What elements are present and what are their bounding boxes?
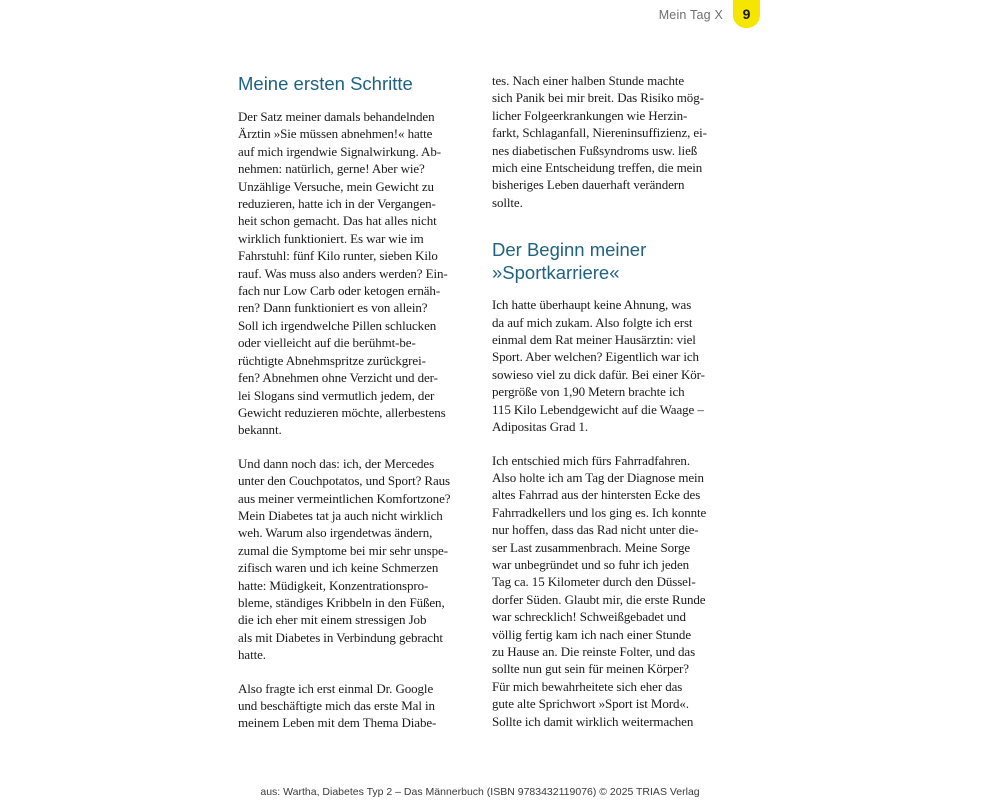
text-line: nehmen: natürlich, gerne! Aber wie? (238, 161, 425, 177)
text-line: sollte. (492, 194, 523, 210)
text-line: nes diabetischen Fußsyndroms usw. ließ (492, 142, 698, 158)
text-line: pergröße von 1,90 Metern brachte ich (492, 384, 685, 400)
text-line: dorfer Süden. Glaubt mir, die erste Runde (492, 591, 706, 607)
text-line: reduzieren, hatte ich in der Vergangen- (238, 196, 436, 212)
text-line: 115 Kilo Lebendgewicht auf die Waage – (492, 401, 704, 417)
text-line: ser Last zusammenbrach. Meine Sorge (492, 539, 691, 555)
paragraph (238, 455, 469, 664)
text-line: Sport. Aber welchen? Eigentlich war ich (492, 349, 699, 365)
text-line: war unbegründet und so fuhr ich jeden (492, 556, 690, 572)
text-line: aus meiner vermeintlichen Komfortzone? (238, 490, 451, 506)
text-line: nur hoffen, dass das Rad nicht unter die- (492, 522, 699, 538)
paragraph (238, 680, 469, 732)
text-line: fen? Abnehmen ohne Verzicht und der- (238, 370, 438, 386)
running-header: Mein Tag X (658, 8, 723, 22)
text-line: auf mich irgendwie Signalwirkung. Ab- (238, 143, 441, 159)
text-line: als mit Diabetes in Verbindung gebracht (238, 629, 443, 645)
text-line: Ich entschied mich fürs Fahrradfahren. (492, 452, 690, 468)
paragraph (492, 296, 724, 435)
text-line: völlig fertig kam ich nach einer Stunde (492, 626, 691, 642)
text-line: heit schon gemacht. Das hat alles nicht (238, 213, 437, 229)
paragraph (238, 108, 469, 439)
text-line: rüchtigte Abnehmspritze zurückgrei- (238, 352, 426, 368)
text-line: weh. Warum also irgendetwas ändern, (238, 525, 433, 541)
text-line: Fahrstuhl: fünf Kilo runter, sieben Kilo (238, 248, 438, 264)
text-line: meinem Leben mit dem Thema Diabe- (238, 715, 437, 731)
text-line: Soll ich irgendwelche Pillen schlucken (238, 317, 437, 333)
right-column (492, 72, 724, 730)
section-heading-sport-career (492, 238, 724, 284)
text-line: war schrecklich! Schweißgebadet und (492, 609, 686, 625)
text-line: zu Hause an. Die reinste Folter, und das (492, 643, 696, 659)
text-line: fach nur Low Carb oder ketogen ernäh- (238, 283, 441, 299)
text-line: oder vielleicht auf die berühmt-be- (238, 335, 416, 351)
text-line: Der Satz meiner damals behandelnden (238, 109, 435, 124)
section-heading-first-steps: Meine ersten Schritte (238, 73, 413, 94)
text-line: bisheriges Leben dauerhaft verändern (492, 177, 685, 193)
paragraph (492, 452, 724, 731)
text-line: Fahrradkellers und los ging es. Ich konnte (492, 504, 707, 520)
text-line: Und dann noch das: ich, der Mercedes (238, 455, 435, 471)
text-line: hatte: Müdigkeit, Konzentrationspro- (238, 577, 429, 593)
text-line: da auf mich zukam. Also folgte ich erst (492, 314, 693, 330)
text-line: Sollte ich damit wirklich weitermachen (492, 713, 694, 729)
text-line: gute alte Sprichwort »Sport ist Mord«. (492, 696, 689, 712)
text-line: Also fragte ich erst einmal Dr. Google (238, 680, 434, 696)
text-line: ren? Dann funktioniert es von allein? (238, 300, 428, 316)
left-column (238, 72, 469, 732)
text-line: Ich hatte überhaupt keine Ahnung, was (492, 297, 692, 313)
page-number-badge: 9 (733, 0, 760, 28)
heading-line: »Sportkarriere« (492, 262, 620, 284)
text-line: altes Fahrrad aus der hintersten Ecke des (492, 487, 701, 503)
text-line: Gewicht reduzieren möchte, allerbestens (238, 404, 446, 420)
text-line: bekannt. (238, 422, 282, 438)
text-line: Unzählige Versuche, mein Gewicht zu (238, 178, 434, 194)
text-line: zifisch waren und ich keine Schmerzen (238, 560, 439, 576)
text-line: Ärztin »Sie müssen abnehmen!« hatte (238, 126, 433, 142)
text-line: und beschäftigte mich das erste Mal in (238, 698, 435, 713)
paragraph-continued (492, 72, 724, 211)
text-line: Also holte ich am Tag der Diagnose mein (492, 469, 704, 485)
text-line: Adipositas Grad 1. (492, 419, 589, 435)
text-line: tes. Nach einer halben Stunde machte (492, 73, 685, 88)
text-line: einmal dem Rat meiner Hausärztin: viel (492, 332, 696, 348)
text-line: rauf. Was muss also anders werden? Ein- (238, 265, 448, 281)
text-line: lei Slogans sind vermutlich jedem, der (238, 387, 435, 403)
text-line: Mein Diabetes tat ja auch nicht wirklich (238, 507, 443, 523)
text-line: hatte. (238, 647, 266, 663)
heading-line: Der Beginn meiner (492, 239, 647, 261)
text-line: mich eine Entscheidung treffen, die mein (492, 160, 703, 176)
text-line: die ich eher mit einem stressigen Job (238, 612, 427, 628)
source-footer: aus: Wartha, Diabetes Typ 2 – Das Männerbuch (ISBN 9783432119076) © 2025 TRIAS Verlag (260, 786, 700, 798)
text-line: wirklich funktioniert. Es war wie im (238, 230, 424, 246)
text-line: farkt, Schlaganfall, Niereninsuffizienz, ei- (492, 125, 707, 141)
text-line: zumal die Symptome bei mir sehr unspe- (238, 542, 448, 558)
text-line: unter den Couchpotatos, und Sport? Raus (238, 473, 451, 489)
text-line: licher Folgeerkrankungen wie Herzin- (492, 107, 688, 123)
text-line: Für mich bewahrheitete sich eher das (492, 678, 683, 694)
text-line: sollte nun gut sein für meinen Körper? (492, 661, 689, 677)
text-line: sowieso viel zu dick dafür. Bei einer Kör- (492, 366, 705, 382)
text-line: Tag ca. 15 Kilometer durch den Düssel- (492, 574, 696, 590)
text-line: sich Panik bei mir breit. Das Risiko mög- (492, 90, 704, 106)
text-line: bleme, ständiges Kribbeln in den Füßen, (238, 594, 445, 610)
